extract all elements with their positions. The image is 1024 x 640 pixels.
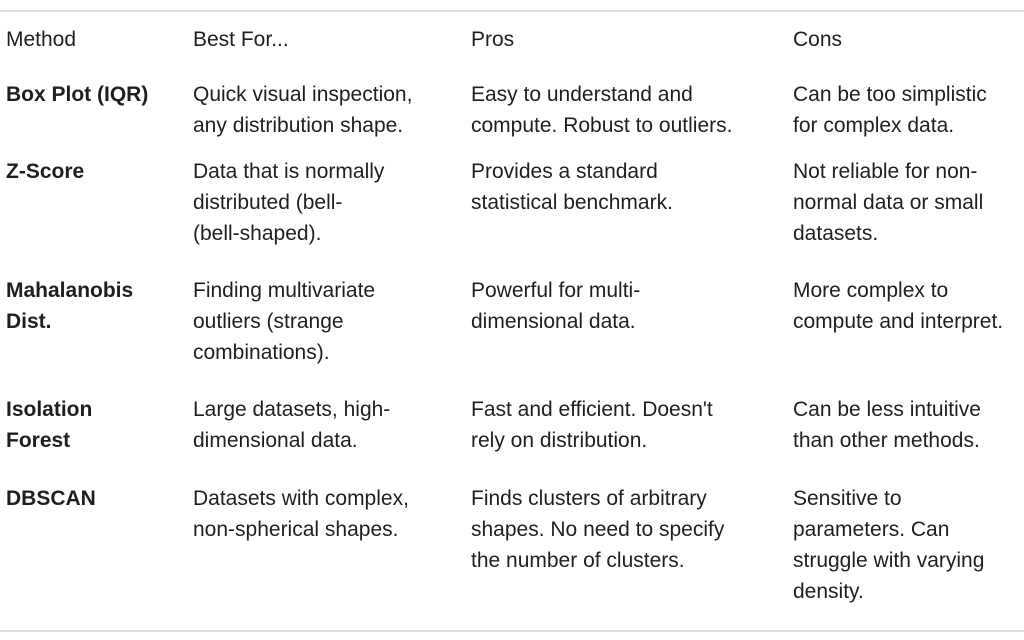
best-for-line: non-spherical shapes. [193, 518, 399, 541]
cons-line: Can be too simplistic [793, 83, 987, 106]
pros-line: the number of clusters. [471, 549, 685, 572]
method-line: Forest [6, 429, 71, 452]
method-line: Z-Score [6, 160, 85, 183]
method-cell [0, 68, 188, 156]
cons-line: parameters. Can [793, 518, 950, 541]
cons-line: compute and interpret. [793, 310, 1004, 333]
method-cell [0, 156, 188, 275]
cons-line: for complex data. [793, 114, 955, 137]
table-row [0, 156, 1024, 275]
pros-cell [467, 68, 789, 156]
best-for-cell [188, 394, 467, 483]
pros-line: Finds clusters of arbitrary [471, 487, 707, 510]
best-for-line: Data that is normally [193, 160, 385, 183]
best-for-line: Large datasets, high- [193, 398, 391, 421]
best-for-line: any distribution shape. [193, 114, 404, 137]
cons-line: Sensitive to [793, 487, 902, 510]
table-row [0, 394, 1024, 483]
cons-line: Not reliable for non- [793, 160, 978, 183]
best-for-cell [188, 68, 467, 156]
best-for-line: Datasets with complex, [193, 487, 409, 510]
best-for-line: Finding multivariate [193, 279, 376, 302]
best-for-cell [188, 275, 467, 394]
method-cell [0, 394, 188, 483]
best-for-cell [188, 156, 467, 275]
best-for-line: combinations). [193, 341, 330, 364]
cons-line: Can be less intuitive [793, 398, 981, 421]
best-for-line: (bell-shaped). [193, 222, 322, 245]
pros-line: statistical benchmark. [471, 191, 673, 214]
pros-cell [467, 156, 789, 275]
best-for-line: dimensional data. [193, 429, 358, 452]
best-for-cell [188, 483, 467, 623]
cons-cell [789, 483, 1024, 623]
bottom-divider [0, 630, 1024, 632]
method-line: Box Plot (IQR) [6, 83, 149, 106]
table-header [0, 12, 1024, 68]
pros-cell [467, 394, 789, 483]
pros-line: Easy to understand and [471, 83, 693, 106]
pros-line: rely on distribution. [471, 429, 648, 452]
header-cons: Cons [793, 28, 843, 51]
pros-line: compute. Robust to outliers. [471, 114, 733, 137]
cons-line: normal data or small [793, 191, 984, 214]
cons-line: datasets. [793, 222, 879, 245]
method-line: Dist. [6, 310, 52, 333]
best-for-line: distributed (bell- [193, 191, 343, 214]
cons-cell [789, 394, 1024, 483]
best-for-line: outliers (strange [193, 310, 344, 333]
comparison-table [0, 12, 1024, 623]
pros-cell [467, 483, 789, 623]
pros-cell [467, 275, 789, 394]
cons-line: More complex to [793, 279, 949, 302]
cons-line: struggle with varying [793, 549, 985, 572]
table-row [0, 483, 1024, 623]
pros-line: Provides a standard [471, 160, 658, 183]
best-for-line: Quick visual inspection, [193, 83, 413, 106]
cons-cell [789, 156, 1024, 275]
method-cell [0, 275, 188, 394]
header-pros: Pros [471, 28, 515, 51]
cons-cell [789, 68, 1024, 156]
header-row [0, 12, 1024, 68]
method-cell [0, 483, 188, 623]
pros-line: Powerful for multi- [471, 279, 641, 302]
method-line: Isolation [6, 398, 93, 421]
header-method: Method [6, 28, 77, 51]
cons-line: than other methods. [793, 429, 980, 452]
table-body [0, 68, 1024, 623]
method-line: Mahalanobis [6, 279, 134, 302]
cons-line: density. [793, 580, 864, 603]
pros-line: shapes. No need to specify [471, 518, 725, 541]
pros-line: Fast and efficient. Doesn't [471, 398, 713, 421]
method-line: DBSCAN [6, 487, 96, 510]
cons-cell [789, 275, 1024, 394]
header-best-for: Best For... [193, 28, 289, 51]
table-row [0, 275, 1024, 394]
table-row [0, 68, 1024, 156]
pros-line: dimensional data. [471, 310, 636, 333]
